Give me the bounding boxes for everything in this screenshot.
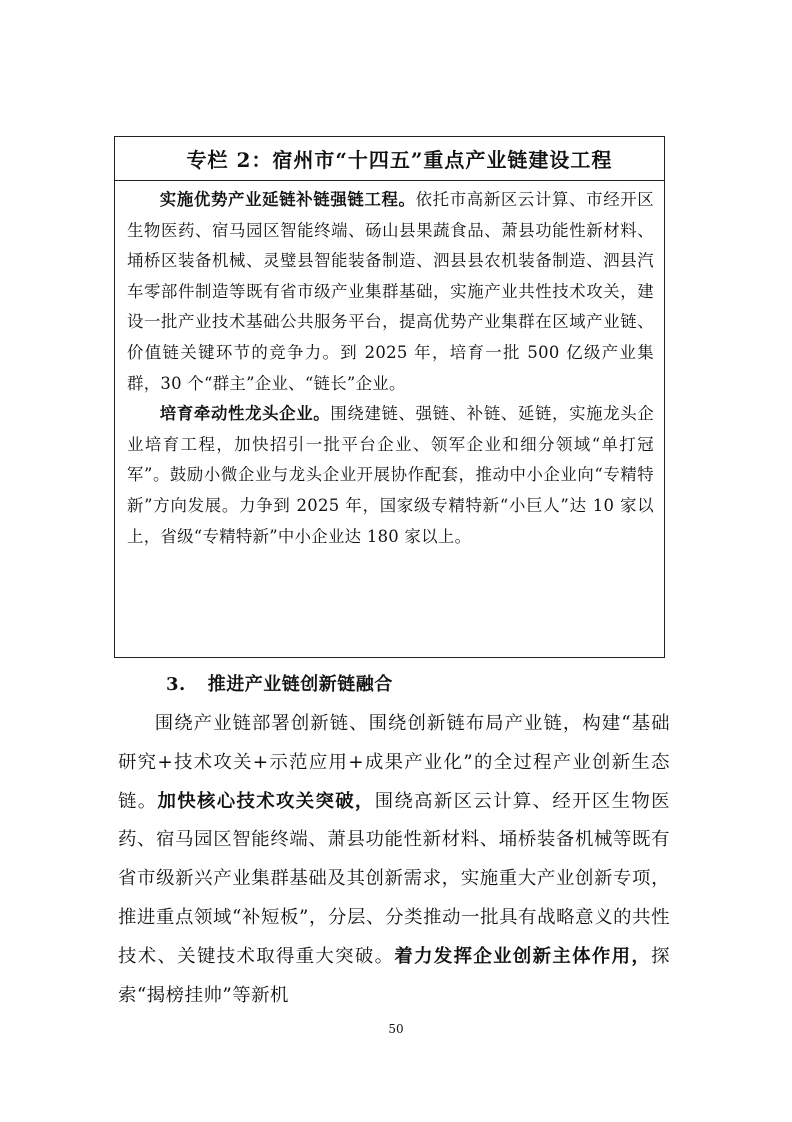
feature-paragraph-1-lead: 实施优势产业延链补链强链工程。 <box>159 190 416 209</box>
body-paragraph <box>118 705 670 1015</box>
body-text-1: 围绕产业链部署创新链、围绕创新链布局产业链，构建“基础研究+技术攻关+示范应用+成果产业化”的全过程产业创新生态链。 <box>118 713 670 812</box>
feature-box-title: 专栏 2：宿州市“十四五”重点产业链建设工程 <box>115 137 664 181</box>
section-heading <box>166 670 393 696</box>
feature-paragraph-2-lead: 培育牵动性龙头企业。 <box>159 404 331 424</box>
body-text-3: 探索“揭榜挂帅”等新机 <box>118 945 670 1006</box>
feature-box <box>114 136 665 658</box>
feature-paragraph-1-text: 依托市高新区云计算、市经开区生物医药、宿马园区智能终端、砀山县果蔬食品、萧县功能性新材料、埇桥区装备机械、灵璧县智能装备制造、泗县县农机装备制造、泗县汽车零部件制造等既有省市级产业集群基础，实施产业共性技术攻关，建设一批产业技术基础公共服务平台，提高优势产业集群在区域产业链、价值链关键环节的竞争力。到 2025 年，培育一批 500 亿级产业集群，30 个“群主”企业、“链长”企业。 <box>127 190 654 393</box>
body-bold-2: 着力发挥企业创新主体作用， <box>394 945 652 967</box>
feature-box-body <box>115 185 664 552</box>
section-number: 3. <box>166 674 186 695</box>
feature-paragraph-2 <box>127 399 654 552</box>
section-heading-text: 推进产业链创新链融合 <box>207 674 393 695</box>
body-bold-1: 加快核心技术攻关突破， <box>157 790 375 812</box>
feature-paragraph-2-text: 围绕建链、强链、补链、延链，实施龙头企业培育工程，加快招引一批平台企业、领军企业和细分领域“单打冠军”。鼓励小微企业与龙头企业开展协作配套，推动中小企业向“专精特新”方向发展。力争到 2025 年，国家级专精特新“小巨人”达 10 家以上，省级“专精特新”中小企业达 180 家以上。 <box>127 404 655 546</box>
page-number: 50 <box>388 1022 404 1036</box>
feature-paragraph-1 <box>127 185 654 399</box>
body-text-2: 围绕高新区云计算、经开区生物医药、宿马园区智能终端、萧县功能性新材料、埇桥装备机械等既有省市级新兴产业集群基础及其创新需求，实施重大产业创新专项，推进重点领域“补短板”，分层、分类推动一批具有战略意义的共性技术、关键技术取得重大突破。 <box>118 790 670 967</box>
